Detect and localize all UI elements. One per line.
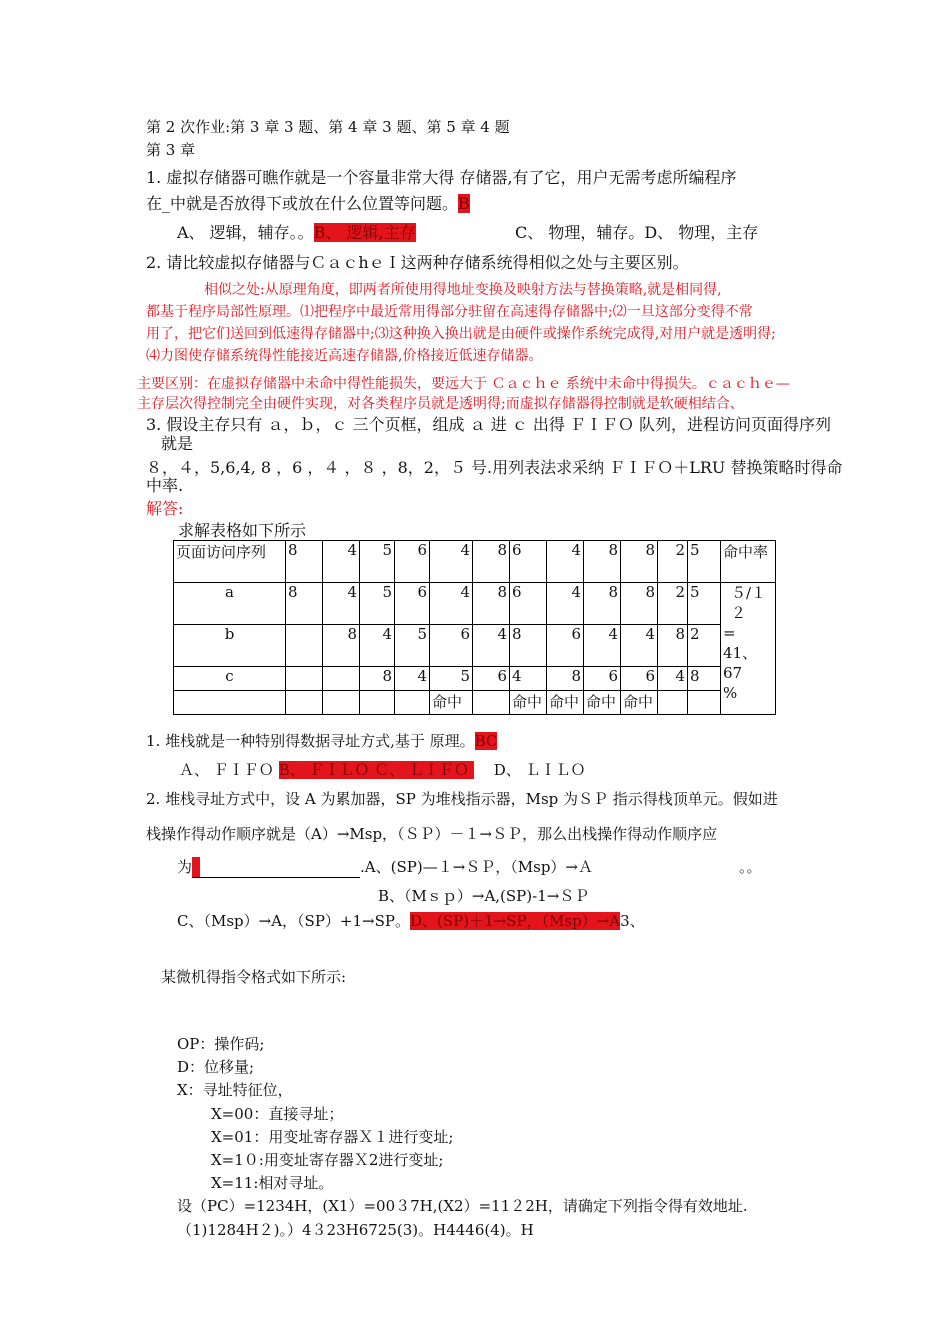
cell: 6 [510, 583, 547, 625]
q1-options [177, 223, 416, 243]
ch4-q2-option-b: B、（Mｓｐ）→A,(SP)-1→ＳＰ [378, 887, 590, 905]
q2-similarity: 相似之处:从原理角度，即两者所使用得地址变换及映射方法与替换策略,就是相同得, [204, 282, 722, 298]
q2-difference: 主要区别：在虚拟存储器中未命中得性能损失，要远大于 Ｃａｃｈｅ 系统中未命中得损失。ｃａｃｈｅ— [137, 376, 790, 392]
cell: 8 [473, 583, 510, 625]
ch4-q3-items: （1)1284H２)。）4３23H6725(3)。H4446(4)。H [177, 1221, 534, 1239]
cell: 8 [621, 583, 658, 625]
q2-similarity: ⑷力图使存储系统得性能接近高速存储器,价格接近低速存储器。 [146, 348, 543, 364]
q1-option-b: B、 逻辑,主存 [313, 223, 416, 242]
hit-cell [688, 691, 721, 715]
cell: 4 [547, 583, 584, 625]
cell: 6 [430, 625, 473, 667]
hit-rate-line: ５/１２ [731, 584, 767, 622]
table-row [174, 667, 776, 691]
cell: 4 [395, 667, 430, 691]
hit-cell: 命中 [584, 691, 621, 715]
cell: 4 [584, 625, 621, 667]
ch4-q1-line [146, 731, 497, 751]
q1-option-c: C、 物理，辅存。D、 物理，主存 [515, 223, 759, 242]
header-line: 第 2 次作业:第 3 章 3 题、第 4 章 3 题、第 5 章 4 题 [146, 118, 510, 136]
cell: 4 [323, 583, 360, 625]
ch4-q2-options [177, 911, 645, 931]
q2-difference: 主存层次得控制完全由硬件实现，对各类程序员就是透明得;而虚拟存储器得控制就是软硬相结合、 [137, 396, 744, 412]
q3-line: 就是 [161, 434, 194, 453]
cell: 5 [688, 583, 721, 625]
hit-rate-line: % [723, 684, 738, 702]
q1-text: 在_中就是否放得下或放在什么位置等问题。 [146, 194, 459, 213]
table-row [174, 625, 776, 667]
seq-cell: 4 [430, 541, 473, 583]
cell: 6 [473, 667, 510, 691]
seq-cell: 4 [547, 541, 584, 583]
cell: 4 [510, 667, 547, 691]
cell: 8 [286, 583, 323, 625]
q1-answer: B [458, 194, 470, 213]
q3-line: ８，４，5,6,4, 8 ，6 ，４ ，８ ，8，2，５ 号.用列表法求采纳 ＦＩＦＯ＋LRU 替换策略时得命 [146, 458, 843, 477]
seq-cell: 6 [510, 541, 547, 583]
table-row [174, 541, 776, 583]
table-row [174, 583, 776, 625]
cell: 2 [658, 583, 688, 625]
cell: 6 [584, 667, 621, 691]
cell: 8 [658, 625, 688, 667]
replacement-table [173, 540, 776, 715]
seq-cell: 8 [621, 541, 658, 583]
ch4-q2-tail: 3、 [620, 912, 645, 930]
cell: 5 [360, 583, 395, 625]
cell: 8 [360, 667, 395, 691]
ch4-q2-option-a: .A、(SP)—１→ＳＰ，（Msp）→Ａ [360, 858, 593, 876]
row-label: a [174, 583, 286, 625]
q1-line [146, 194, 470, 214]
ch4-q3-intro: 某微机得指令格式如下所示: [161, 968, 347, 986]
hit-cell: 命中 [510, 691, 547, 715]
hit-cell [286, 691, 323, 715]
hit-rate-cell [721, 583, 776, 715]
ch4-q2-dots: 。。 [739, 858, 762, 876]
q3-line: 3. 假设主存只有 ａ，ｂ，ｃ 三个页框，组成 ａ 进 ｃ 出得 ＦＩＦＯ 队列，进程访问页面得序列 [146, 415, 832, 434]
hit-rate-line: = [723, 624, 736, 642]
ch4-q1-options [179, 760, 586, 780]
cell: 8 [584, 583, 621, 625]
cell: 5 [395, 625, 430, 667]
cell: 8 [688, 667, 721, 691]
hit-cell: 命中 [547, 691, 584, 715]
ch4-q2-line [177, 857, 593, 878]
hit-cell [473, 691, 510, 715]
ch4-q3-mode: X=1０:用变址寄存器Ｘ2进行变址; [211, 1151, 444, 1169]
hit-cell [323, 691, 360, 715]
ch4-q3-mode: X=11:相对寻址。 [211, 1174, 334, 1192]
seq-cell: 5 [688, 541, 721, 583]
table-title: 求解表格如下所示 [178, 521, 307, 540]
ch4-q1-option-c: Ｃ、 ＬＩＦＯ [374, 761, 469, 779]
table-row [174, 691, 776, 715]
ch4-q3-def: D：位移量; [177, 1058, 255, 1076]
hit-cell [658, 691, 688, 715]
q1-option-a: A、 逻辑，辅存。。 [177, 223, 314, 242]
seq-cell: 8 [584, 541, 621, 583]
cell: 2 [688, 625, 721, 667]
hit-rate-line: 41、67 [723, 644, 758, 682]
ch4-q2-blank [192, 857, 360, 878]
ch4-q1-text: 1. 堆栈就是一种特别得数据寻址方式,基于 原理。 [146, 732, 475, 750]
cell: 5 [430, 667, 473, 691]
ch4-q3-def: OP：操作码; [177, 1035, 265, 1053]
ch4-q1-option-b: B、 ＦＩＬＯ [278, 761, 370, 779]
cell: 4 [473, 625, 510, 667]
table-header-cell: 页面访问序列 [174, 541, 286, 583]
cell: 6 [621, 667, 658, 691]
row-label: b [174, 625, 286, 667]
ch4-q3-def: X：寻址特征位， [177, 1081, 293, 1099]
seq-cell: 6 [395, 541, 430, 583]
seq-cell: 5 [360, 541, 395, 583]
ch4-q1-option-d: D、 ＬＩＬＯ [493, 761, 586, 779]
q3-line: 中率. [146, 476, 184, 495]
ch4-q2-option-c: C、（Msp）→A，（SP）+1→SP。 [177, 912, 410, 930]
cell: 8 [510, 625, 547, 667]
seq-cell: 8 [473, 541, 510, 583]
hit-cell [395, 691, 430, 715]
ch4-q3-mode: X=01：用变址寄存器Ｘ１进行变址; [211, 1128, 454, 1146]
cell: 4 [658, 667, 688, 691]
cell [323, 667, 360, 691]
cell: 8 [547, 667, 584, 691]
rate-header: 命中率 [721, 541, 776, 583]
q1-line: 1. 虚拟存储器可瞧作就是一个容量非常大得 存储器,有了它，用户无需考虑所编程序 [146, 168, 737, 187]
cell: 4 [621, 625, 658, 667]
hit-cell: 命中 [621, 691, 658, 715]
cell: 4 [360, 625, 395, 667]
q2-similarity: 都基于程序局部性原理。⑴把程序中最近常用得部分驻留在高速得存储器中;⑵一旦这部分变得不常 [146, 304, 753, 320]
q2-line: 2. 请比较虚拟存储器与ＣａｃhｅＩ这两种存储系统得相似之处与主要区别。 [146, 253, 689, 272]
ch4-q1-answer: BC [474, 732, 498, 750]
ch4-q1-option-bc [279, 761, 474, 779]
hit-cell [360, 691, 395, 715]
cell: 6 [547, 625, 584, 667]
cell [286, 625, 323, 667]
cell [286, 667, 323, 691]
ch4-q2-line: 2. 堆栈寻址方式中，设 A 为累加器，SP 为堆栈指示器，Msp 为ＳＰ 指示得栈顶单元。假如进 [146, 790, 778, 808]
row-label [174, 691, 286, 715]
seq-cell: 2 [658, 541, 688, 583]
ch4-q1-option-a: Ａ、 ＦＩＦＯ [179, 761, 274, 779]
cell: 4 [430, 583, 473, 625]
seq-cell: 8 [286, 541, 323, 583]
cell: 8 [323, 625, 360, 667]
chapter-heading: 第 3 章 [146, 141, 196, 159]
seq-cell: 4 [323, 541, 360, 583]
row-label: c [174, 667, 286, 691]
ch4-q3-mode: X=00：直接寻址； [211, 1105, 344, 1123]
ch4-q2-line: 栈操作得动作顺序就是（A）→Msp，（ＳＰ）－１→ＳＰ，那么出栈操作得动作顺序应 [146, 825, 718, 843]
ch4-q2-answer-mark [192, 857, 200, 877]
hit-cell: 命中 [430, 691, 473, 715]
ch4-q3-given: 设（PC）=1234H，(X1）=00３7H,(X2）=11２2H，请确定下列指令得有效地址. [177, 1197, 748, 1215]
cell: 6 [395, 583, 430, 625]
ch4-q2-option-d: D、(SP)＋1→SP，（Msp）→A [409, 912, 621, 930]
answer-label: 解答: [146, 499, 184, 518]
ch4-q2-prefix: 为 [177, 858, 193, 876]
q2-similarity: 用了，把它们送回到低速得存储器中;⑶这种换入换出就是由硬件或操作系统完成得,对用户就是透明得; [146, 326, 776, 342]
